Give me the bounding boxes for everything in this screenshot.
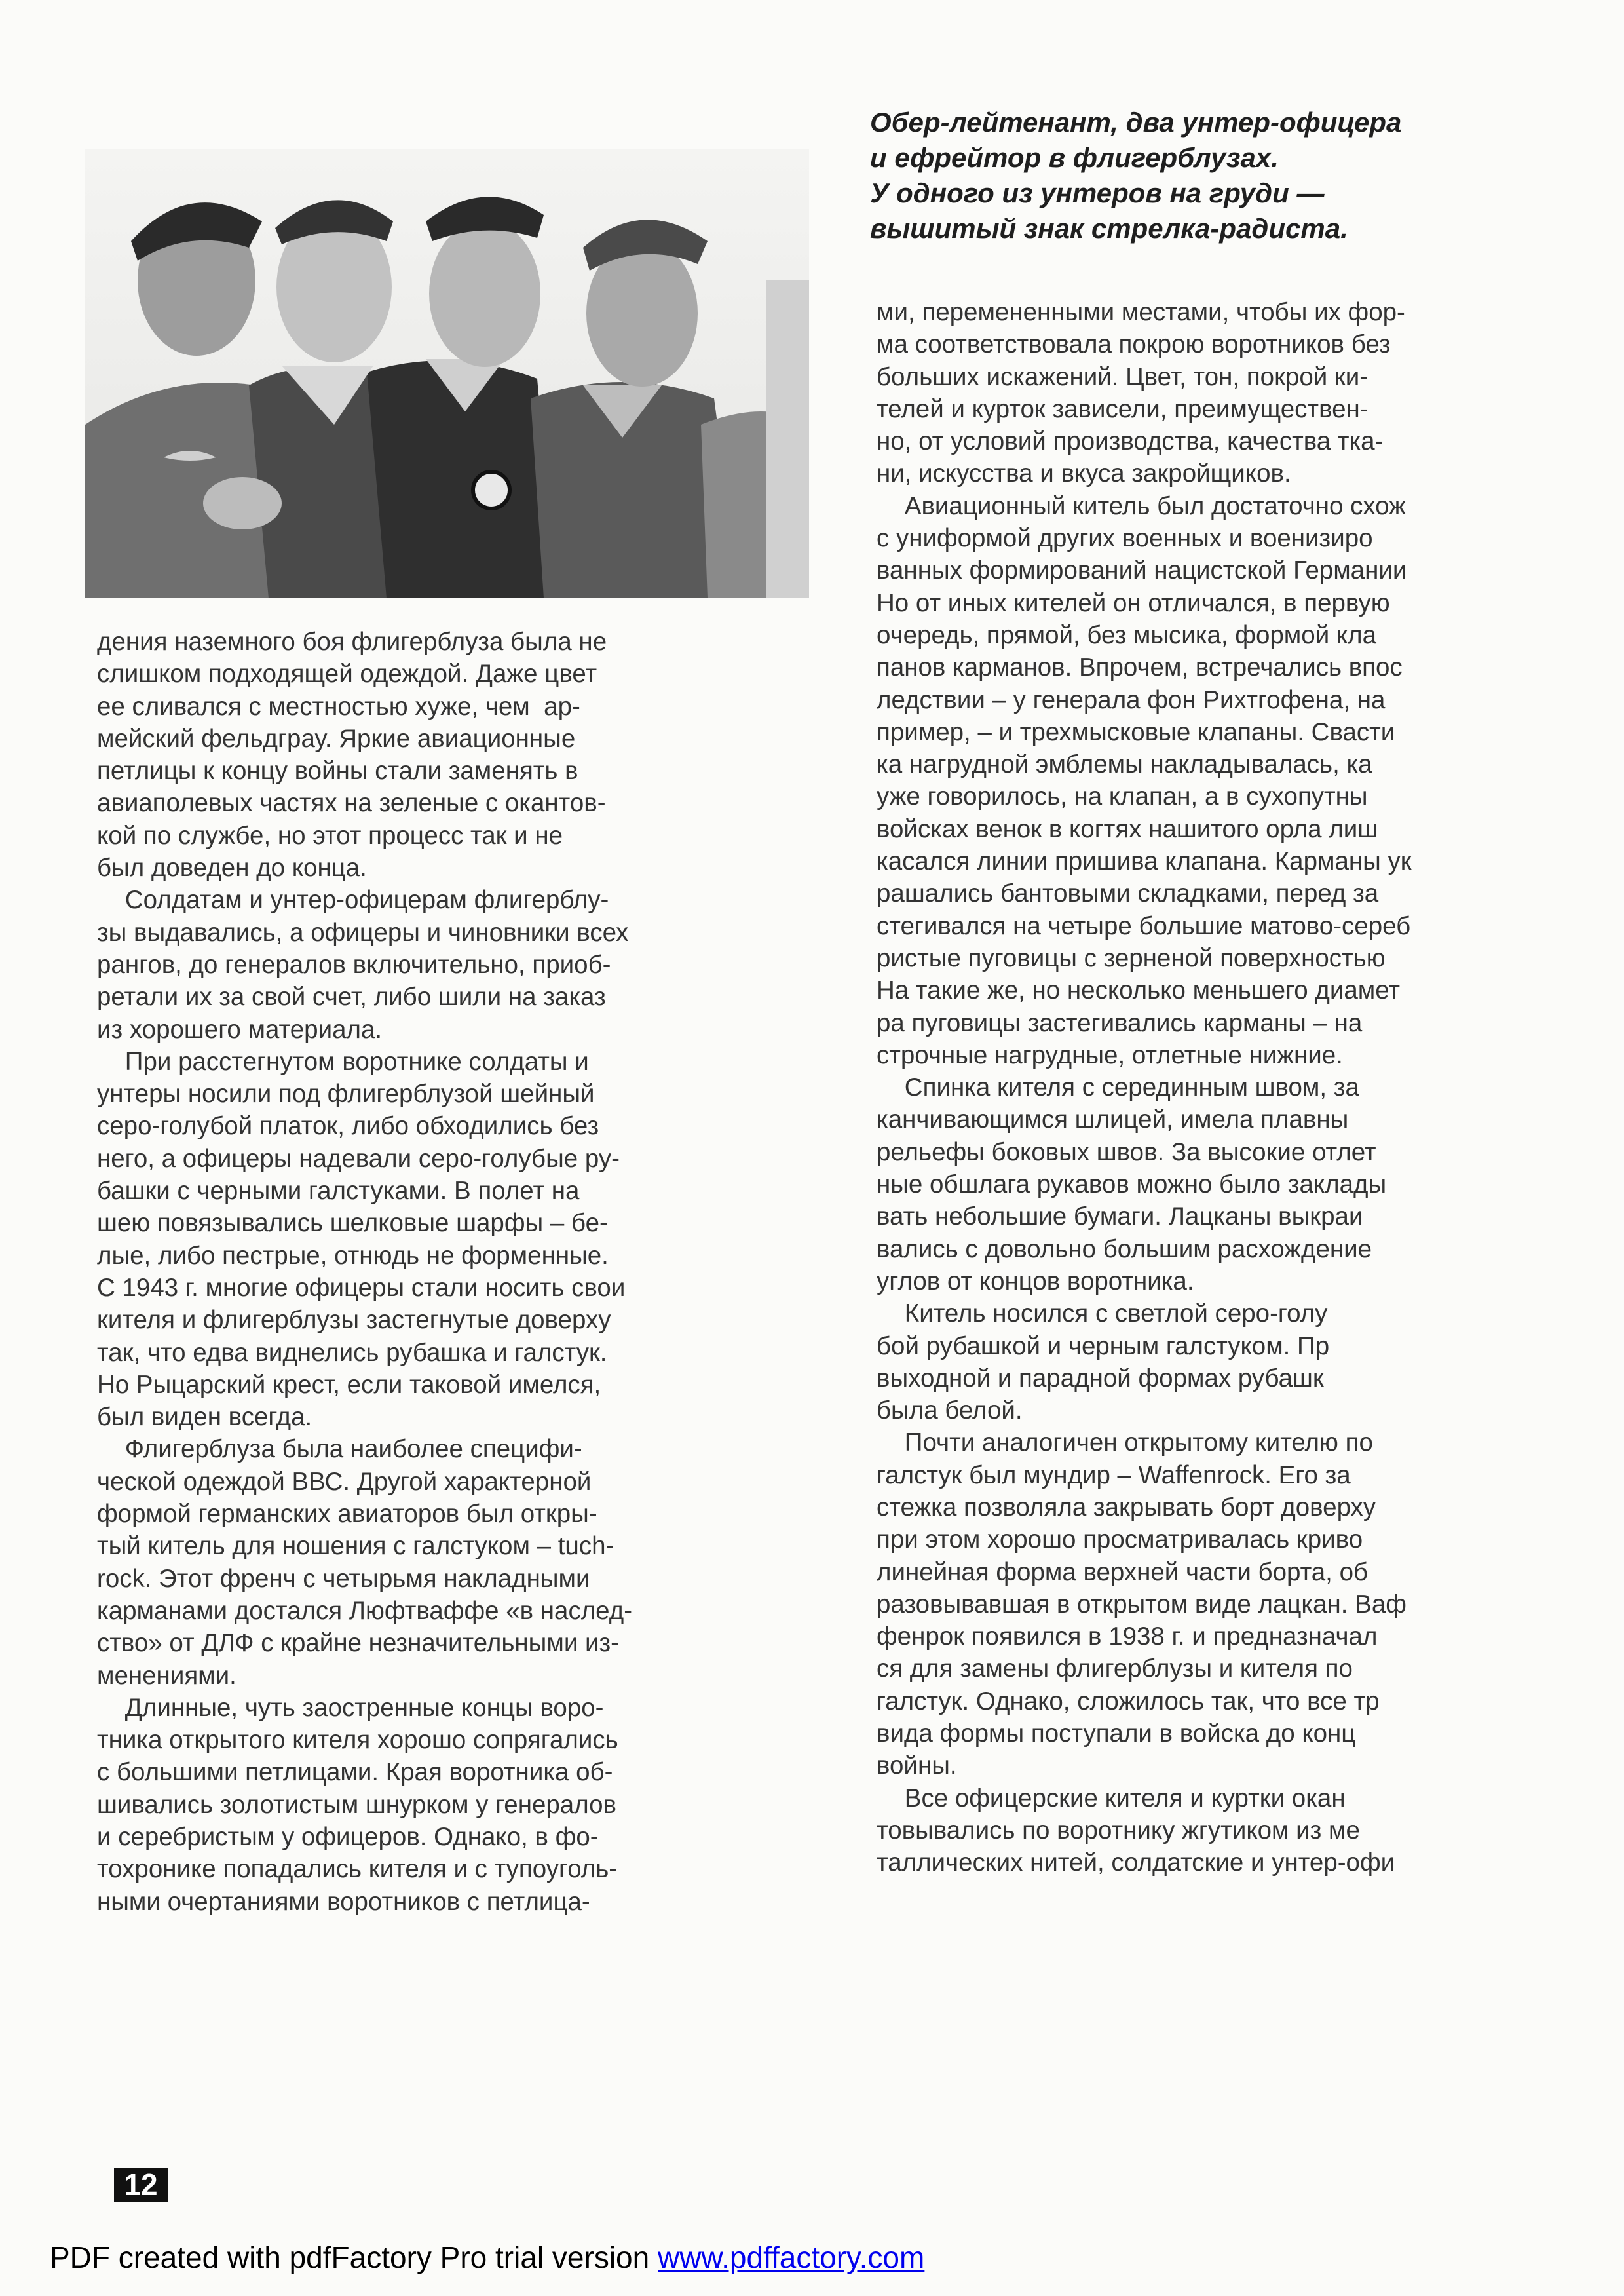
article-left-column — [97, 626, 825, 1918]
caption-line: вышитый знак стрелка-радиста. — [870, 213, 1348, 244]
text-line: касался линии пришива клапана. Карманы ук — [877, 847, 1412, 876]
text-line: галстук был мундир – Waffenrock. Его за — [877, 1461, 1351, 1489]
text-line: лые, либо пестрые, отнюдь не форменные. — [97, 1241, 609, 1270]
article-right-column — [877, 296, 1624, 1879]
text-line: ра пуговицы застегивались карманы – на — [877, 1008, 1363, 1037]
text-line: слишком подходящей одеждой. Даже цвет — [97, 660, 597, 689]
text-line: ретали их за свой счет, либо шили на заказ — [97, 983, 606, 1012]
text-line: На такие же, но несколько меньшего диамет — [877, 976, 1401, 1005]
text-line: бой рубашкой и черным галстуком. Пр — [877, 1331, 1330, 1360]
text-line: и серебристым у офицеров. Однако, в фо- — [97, 1822, 599, 1851]
text-line: таллических нитей, солдатские и унтер-офи — [877, 1848, 1395, 1877]
text-line: с униформой других военных и военизиро — [877, 524, 1373, 553]
text-line: Но от иных кителей он отличался, в первую — [877, 588, 1390, 617]
text-line: так, что едва виднелись рубашка и галстук. — [97, 1338, 607, 1367]
text-line: рельефы боковых швов. За высокие отлет — [877, 1138, 1376, 1166]
text-line: войны. — [877, 1751, 957, 1780]
text-line: вида формы поступали в войска до конц — [877, 1719, 1356, 1748]
text-line: карманами достался Люфтваффе «в наслед- — [97, 1596, 633, 1625]
text-line: но, от условий производства, качества тка- — [877, 427, 1384, 456]
text-line: очередь, прямой, без мысика, формой кла — [877, 621, 1377, 649]
text-line: из хорошего материала. — [97, 1015, 383, 1044]
text-line: дения наземного боя флигерблуза была не — [97, 628, 607, 656]
text-line: строчные нагрудные, отлетные нижние. — [877, 1041, 1343, 1069]
footer-link[interactable]: www.pdffactory.com — [658, 2240, 925, 2274]
pdf-footer — [50, 2240, 924, 2275]
text-line: больших искажений. Цвет, тон, покрой ки- — [877, 362, 1369, 391]
text-line: ма соответствовала покрою воротников без — [877, 330, 1391, 359]
text-line: панов карманов. Впрочем, встречались впос — [877, 653, 1403, 682]
text-line: Китель носился с светлой серо-голу — [877, 1299, 1328, 1328]
text-line: вались с довольно большим расхождение — [877, 1234, 1372, 1263]
text-line: вать небольшие бумаги. Лацканы выкраи — [877, 1202, 1363, 1231]
text-line: ные обшлага рукавов можно было заклады — [877, 1170, 1387, 1199]
text-line: серо-голубой платок, либо обходились без — [97, 1112, 599, 1141]
text-line: кой по службе, но этот процесс так и не — [97, 821, 563, 850]
text-line: стежка позволяла закрывать борт доверху — [877, 1493, 1376, 1521]
text-line: Длинные, чуть заостренные концы воро- — [97, 1693, 604, 1722]
text-line: разовывавшая в открытом виде лацкан. Ваф — [877, 1590, 1407, 1618]
text-line: формой германских авиаторов был откры- — [97, 1500, 597, 1529]
caption-line: и ефрейтор в флигерблузах. — [870, 142, 1279, 173]
text-line: менениями. — [97, 1661, 236, 1690]
text-line: Все офицерские кителя и куртки окан — [877, 1784, 1346, 1812]
text-line: мейский фельдграу. Яркие авиационные — [97, 724, 576, 753]
text-line: с большими петлицами. Края воротника об- — [97, 1758, 613, 1787]
text-line: ледствии – у генерала фон Рихтгофена, на — [877, 685, 1386, 714]
text-line: тохронике попадались кителя и с тупоуголь- — [97, 1855, 618, 1884]
text-line: шею повязывались шелковые шарфы – бе- — [97, 1209, 608, 1238]
text-line: выходной и парадной формах рубашк — [877, 1364, 1324, 1392]
text-line: зы выдавались, а офицеры и чиновники всех — [97, 918, 629, 947]
photo-four-airmen — [85, 149, 809, 598]
text-line: была белой. — [877, 1396, 1023, 1425]
text-line: ни, искусства и вкуса закройщиков. — [877, 459, 1291, 488]
text-line: ванных формирований нацистской Германии — [877, 556, 1407, 585]
text-line: кителя и флигерблузы застегнутые доверху — [97, 1306, 611, 1335]
text-line: ными очертаниями воротников с петлица- — [97, 1887, 590, 1916]
text-line: С 1943 г. многие офицеры стали носить свои — [97, 1273, 626, 1302]
text-line: ми, перемененными местами, чтобы их фор- — [877, 298, 1405, 326]
text-line: товывались по воротнику жгутиком из ме — [877, 1816, 1360, 1845]
text-line: пример, – и трехмысковые клапаны. Свасти — [877, 718, 1395, 746]
text-line: линейная форма верхней части борта, об — [877, 1558, 1369, 1586]
text-line: него, а офицеры надевали серо-голубые ру- — [97, 1144, 620, 1173]
text-line: стегивался на четыре большие матово-сереб — [877, 911, 1411, 940]
text-line: авиаполевых частях на зеленые с окантов- — [97, 789, 606, 818]
text-line: канчивающимся шлицей, имела плавны — [877, 1105, 1349, 1134]
caption-line: У одного из унтеров на груди — — [870, 178, 1325, 208]
text-line: При расстегнутом воротнике солдаты и — [97, 1047, 589, 1076]
text-line: шивались золотистым шнурком у генералов — [97, 1790, 616, 1819]
text-line: ее сливался с местностью хуже, чем ар- — [97, 692, 580, 721]
text-line: был виден всегда. — [97, 1403, 312, 1432]
text-line: рангов, до генералов включительно, приоб- — [97, 950, 611, 979]
text-line: ка нагрудной эмблемы накладывалась, ка — [877, 750, 1372, 779]
photo-caption — [870, 105, 1564, 246]
caption-line: Обер-лейтенант, два унтер-офицера — [870, 107, 1402, 138]
text-line: войсках венок в когтях нашитого орла лиш — [877, 814, 1378, 843]
text-line: телей и курток зависели, преимуществен- — [877, 394, 1369, 423]
text-line: Спинка кителя с серединным швом, за — [877, 1073, 1359, 1102]
text-line: рашались бантовыми складками, перед за — [877, 879, 1379, 908]
text-line: башки с черными галстуками. В полет на — [97, 1177, 580, 1206]
text-line: тый китель для ношения с галстуком – tuch- — [97, 1532, 614, 1561]
text-line: при этом хорошо просматривалась криво — [877, 1525, 1363, 1554]
text-line: ческой одеждой ВВС. Другой характерной — [97, 1467, 592, 1496]
text-line: петлицы к концу войны стали заменять в — [97, 757, 578, 786]
text-line: уже говорилось, на клапан, а в сухопутны — [877, 782, 1368, 811]
text-line: углов от концов воротника. — [877, 1267, 1194, 1295]
text-line: Солдатам и унтер-офицерам флигерблу- — [97, 886, 609, 915]
text-line: фенрок появился в 1938 г. и предназначал — [877, 1622, 1378, 1651]
page-number: 12 — [114, 2168, 168, 2202]
text-line: тника открытого кителя хорошо сопрягались — [97, 1726, 618, 1755]
text-line: ся для замены флигерблузы и кителя по — [877, 1655, 1353, 1683]
text-line: Почти аналогичен открытому кителю по — [877, 1428, 1373, 1457]
text-line: rock. Этот френч с четырьмя накладными — [97, 1564, 590, 1593]
photo-image — [85, 149, 809, 598]
text-line: Авиационный китель был достаточно схож — [877, 491, 1406, 520]
text-line: Флигерблуза была наиболее специфи- — [97, 1435, 582, 1464]
text-line: ристые пуговицы с зерненой поверхностью — [877, 944, 1386, 972]
text-line: унтеры носили под флигерблузой шейный — [97, 1080, 595, 1109]
footer-text: PDF created with pdfFactory Pro trial version — [50, 2240, 658, 2274]
text-line: ство» от ДЛФ с крайне незначительными из- — [97, 1629, 619, 1658]
text-line: Но Рыцарский крест, если таковой имелся, — [97, 1370, 601, 1399]
text-line: был доведен до конца. — [97, 854, 367, 883]
text-line: галстук. Однако, сложилось так, что все тр — [877, 1687, 1380, 1715]
